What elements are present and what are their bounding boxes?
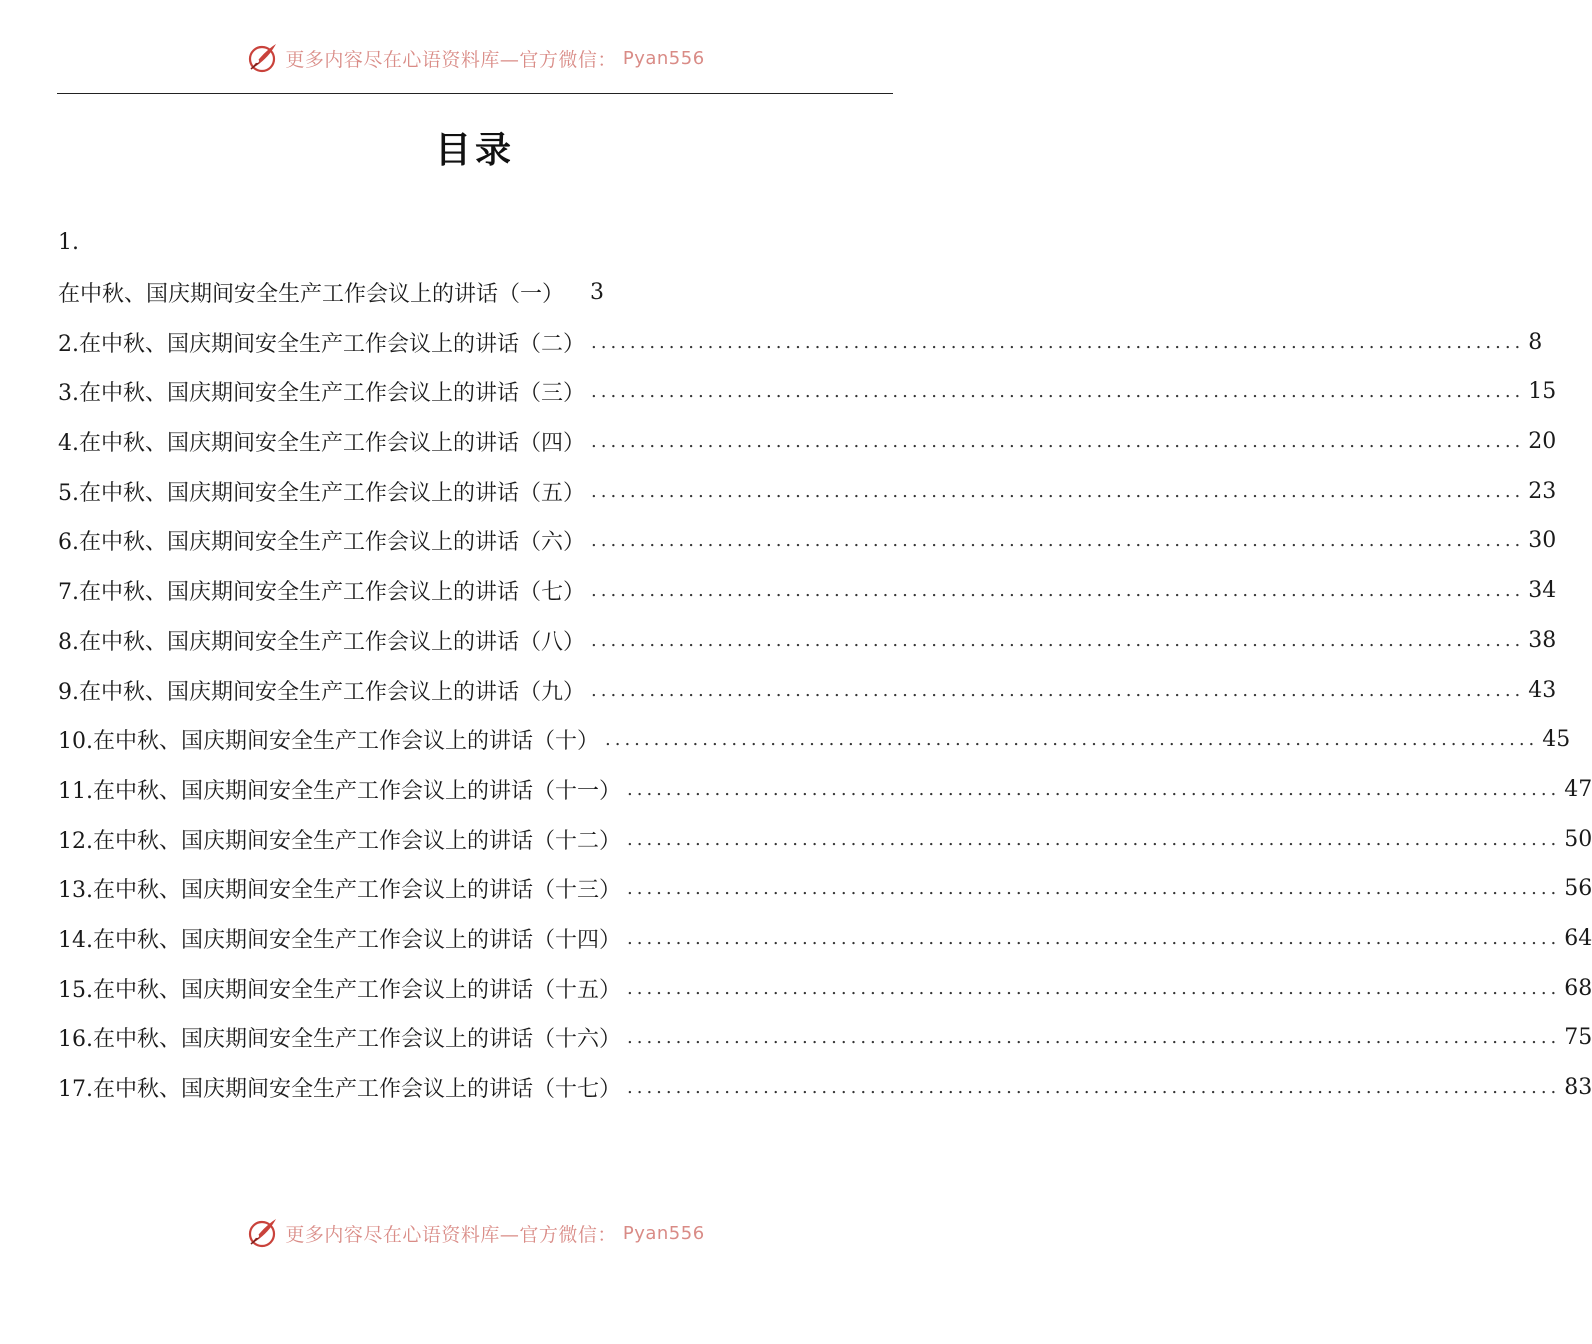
quill-pen-logo-icon [245, 41, 279, 75]
toc-first-entry-number[interactable] [58, 218, 893, 268]
toc-dot-leader: ................................................................................................ [591, 679, 1525, 701]
toc-entry[interactable] [58, 864, 1592, 914]
toc-entry[interactable] [58, 317, 1543, 367]
toc-dot-leader: ................................................................................................ [627, 927, 1561, 949]
toc-entry-page: 75 [1564, 1025, 1592, 1051]
toc-dot-leader: ................................................................................................ [591, 530, 1525, 552]
toc-entry-page: 34 [1528, 578, 1557, 604]
toc-dot-leader: ................................................................................................ [591, 629, 1525, 651]
toc-entry-label: 在中秋、国庆期间安全生产工作会议上的讲话（一） [58, 282, 565, 308]
toc-entry-page: 47 [1564, 776, 1592, 802]
toc-entry-label: 12.在中秋、国庆期间安全生产工作会议上的讲话（十二） [58, 828, 621, 854]
toc-entry[interactable] [58, 1063, 1592, 1113]
toc-entry-page: 43 [1528, 677, 1557, 703]
toc-entry-label: 14.在中秋、国庆期间安全生产工作会议上的讲话（十四） [58, 927, 621, 953]
toc-entry[interactable] [58, 367, 1557, 417]
toc-entry-label: 4.在中秋、国庆期间安全生产工作会议上的讲话（四） [58, 431, 585, 457]
quill-pen-logo-icon [245, 1216, 279, 1250]
toc-entry-page: 30 [1528, 528, 1557, 554]
toc-entry-label: 5.在中秋、国庆期间安全生产工作会议上的讲话（五） [58, 480, 585, 506]
toc-entry-page: 3 [590, 280, 605, 306]
toc-entry[interactable] [58, 914, 1592, 964]
toc-entry-list [58, 317, 1592, 1112]
toc-entry[interactable] [58, 1013, 1592, 1063]
toc-entry-label: 3.在中秋、国庆期间安全生产工作会议上的讲话（三） [58, 381, 585, 407]
toc-entry-page: 56 [1564, 876, 1592, 902]
toc-entry-label: 16.在中秋、国庆期间安全生产工作会议上的讲话（十六） [58, 1027, 621, 1053]
toc-entry-page: 23 [1528, 478, 1557, 504]
toc-dot-leader: ................................................................................................ [605, 729, 1539, 751]
page-title: 目录 [434, 129, 515, 171]
toc-entry-page: 38 [1528, 627, 1557, 653]
toc-entry[interactable] [58, 814, 1592, 864]
toc-dot-leader: ................................................................................................ [627, 1077, 1561, 1099]
watermark-text: 更多内容尽在心语资料库—官方微信： [285, 48, 617, 71]
toc-entry-number: 1. [58, 230, 79, 256]
toc-entry[interactable] [58, 616, 1557, 666]
toc-entry-page: 68 [1564, 975, 1592, 1001]
toc-entry-label: 2.在中秋、国庆期间安全生产工作会议上的讲话（二） [58, 331, 585, 357]
toc-dot-leader: ................................................................................................ [627, 878, 1561, 900]
toc-entry-page: 83 [1564, 1075, 1592, 1101]
toc-entry-label: 7.在中秋、国庆期间安全生产工作会议上的讲话（七） [58, 580, 585, 606]
toc-dot-leader: ................................................................................................ [591, 580, 1525, 602]
toc-entry[interactable] [58, 516, 1557, 566]
toc-dot-leader: ................................................................................................ [591, 331, 1525, 353]
toc-dot-leader: ................................................................................................ [627, 778, 1561, 800]
toc-entry-label: 9.在中秋、国庆期间安全生产工作会议上的讲话（九） [58, 679, 585, 705]
toc-entry-label: 6.在中秋、国庆期间安全生产工作会议上的讲话（六） [58, 530, 585, 556]
toc-entry-label: 17.在中秋、国庆期间安全生产工作会议上的讲话（十七） [58, 1077, 621, 1103]
toc-dot-leader: ................................................................................................ [591, 431, 1525, 453]
toc-entry[interactable] [58, 566, 1557, 616]
toc-entry[interactable] [58, 417, 1557, 467]
watermark-wechat-id: Pyan556 [622, 1222, 705, 1244]
toc-entry[interactable] [58, 466, 1557, 516]
toc-dot-leader: ................................................................................................ [627, 828, 1561, 850]
toc-entry[interactable] [58, 963, 1592, 1013]
header-watermark [0, 38, 950, 78]
toc-entry-page: 45 [1542, 727, 1571, 753]
toc-entry-label: 8.在中秋、国庆期间安全生产工作会议上的讲话（八） [58, 629, 585, 655]
toc-dot-leader: ................................................................................................ [591, 480, 1525, 502]
toc-entry-page: 8 [1528, 329, 1543, 355]
toc-entry-label: 13.在中秋、国庆期间安全生产工作会议上的讲话（十三） [58, 878, 621, 904]
toc-entry-page: 64 [1564, 925, 1592, 951]
toc-entry-label: 15.在中秋、国庆期间安全生产工作会议上的讲话（十五） [58, 977, 621, 1003]
toc-dot-leader: ................................................................................................ [627, 977, 1561, 999]
watermark-text: 更多内容尽在心语资料库—官方微信： [285, 1223, 617, 1246]
toc-entry[interactable] [58, 715, 1571, 765]
toc-dot-leader: ................................................................................................ [627, 1027, 1561, 1049]
footer-watermark [0, 1213, 950, 1253]
table-of-contents [58, 218, 1592, 1112]
toc-first-entry-title[interactable] [58, 268, 893, 318]
toc-dot-leader: ................................................................................................ [591, 381, 1525, 403]
watermark-wechat-id: Pyan556 [622, 47, 705, 69]
toc-entry-label: 11.在中秋、国庆期间安全生产工作会议上的讲话（十一） [58, 778, 621, 804]
toc-entry-page: 20 [1528, 429, 1557, 455]
toc-entry-page: 50 [1564, 826, 1592, 852]
toc-entry[interactable] [58, 665, 1557, 715]
toc-entry-page: 15 [1528, 379, 1557, 405]
toc-entry[interactable] [58, 765, 1592, 815]
toc-entry-label: 10.在中秋、国庆期间安全生产工作会议上的讲话（十） [58, 729, 599, 755]
header-rule [57, 93, 893, 94]
